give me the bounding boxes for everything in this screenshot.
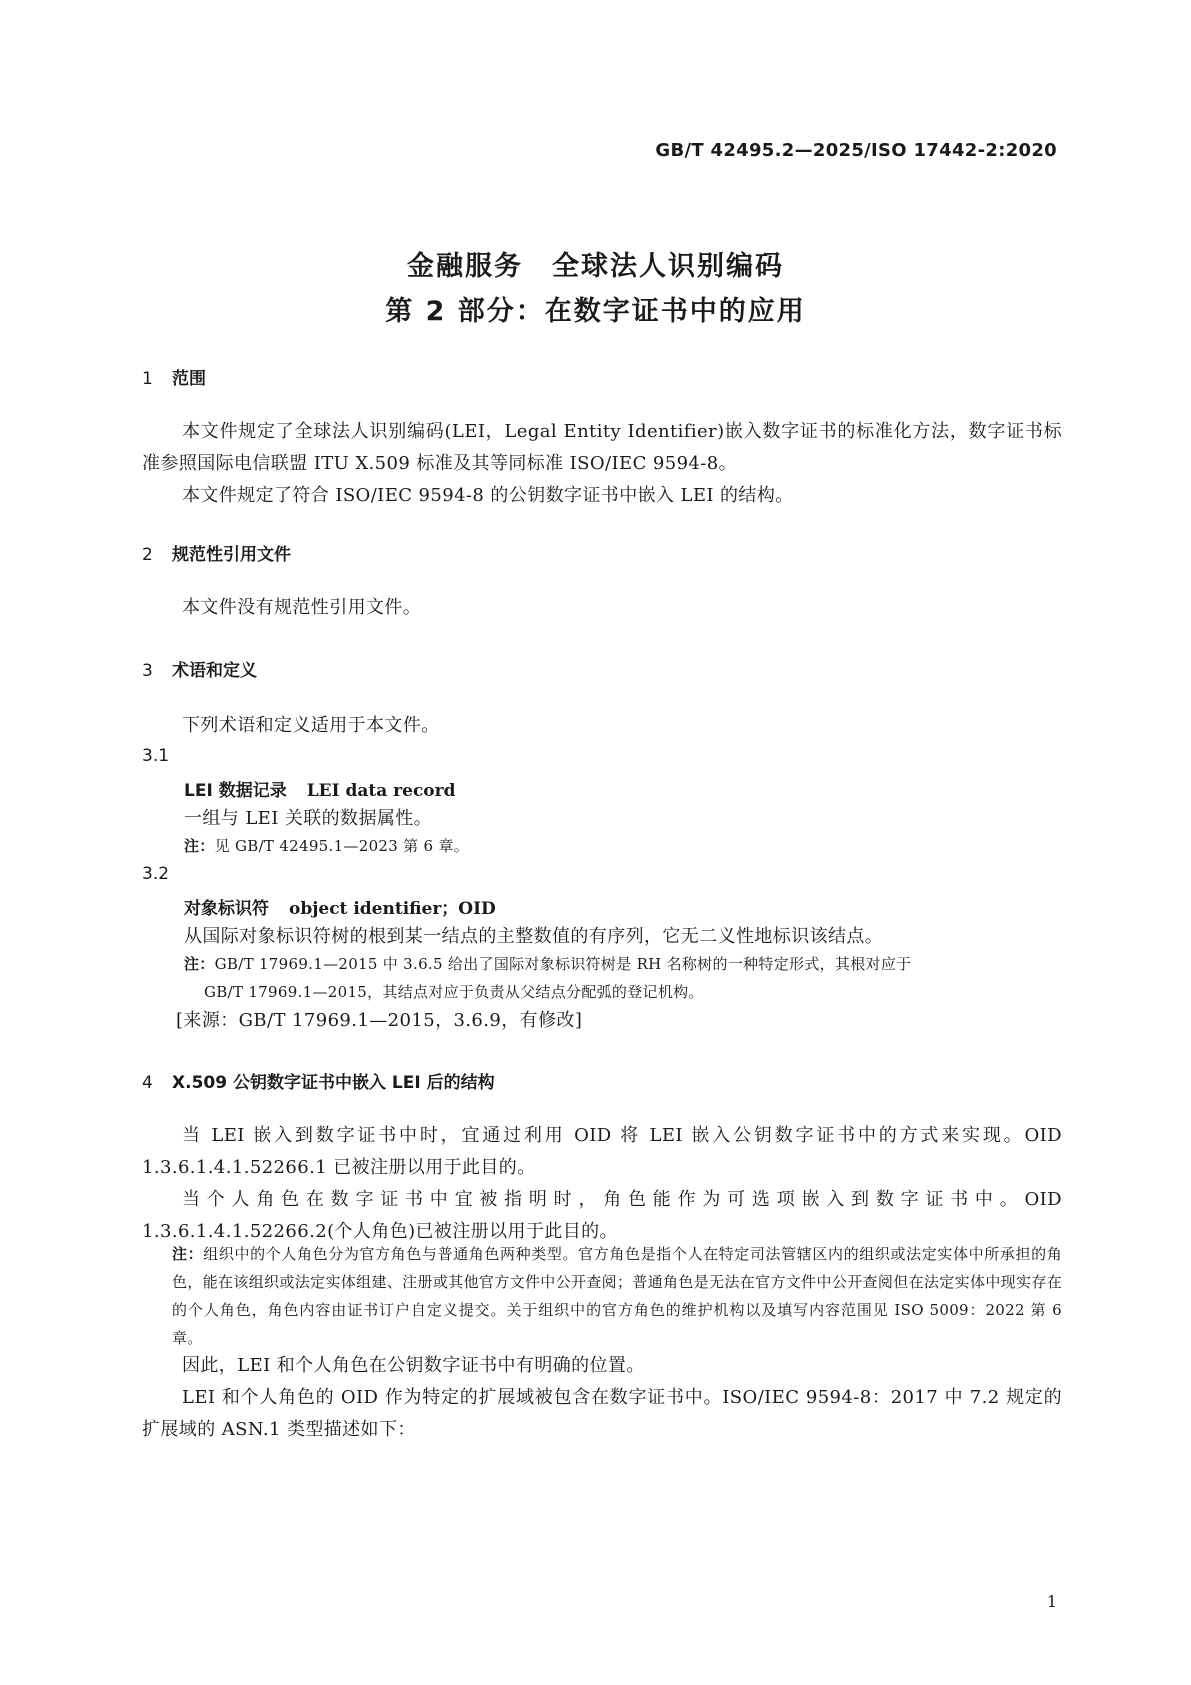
note-text-line-1: GB/T 17969.1—2015 中 3.6.5 给出了国际对象标识符树是 RH 名称树的一种特定形式，其根对应于 (214, 955, 912, 973)
note-label: 注： (184, 955, 215, 973)
section-2-heading (142, 540, 291, 565)
term-zh: LEI 数据记录 (184, 781, 287, 801)
note-text: 组织中的个人角色分为官方角色与普通角色两种类型。官方角色是指个人在特定司法管辖区内的组织或法定实体中所承担的角色，能在该组织或法定实体组建、注册或其他官方文件中公开查阅；普通角色是无法在官方文件中公开查阅但在法定实体中现实存在的个人角色，角色内容由证书订户自定义提交。关于组织中的官方角色的维护机构以及填写内容范围见 ISO 5009：2022 第 6 章。 (172, 1245, 1062, 1347)
section-4-heading (142, 1068, 495, 1093)
term-3-1-title (184, 776, 455, 801)
term-3-2-number: 3.2 (142, 864, 170, 884)
term-en: LEI data record (306, 781, 456, 801)
term-3-1-number: 3.1 (142, 746, 170, 766)
section-4-note (172, 1240, 1062, 1352)
section-title: 规范性引用文件 (172, 545, 291, 565)
term-3-1-note (184, 832, 1062, 860)
section-title: 范围 (172, 369, 206, 389)
section-3-intro: 下列术语和定义适用于本文件。 (182, 715, 440, 736)
section-4-paragraph-3: 因此，LEI 和个人角色在公钥数字证书中有明确的位置。 (182, 1355, 645, 1376)
term-3-2-definition: 从国际对象标识符树的根到某一结点的主整数值的有序列，它无二义性地标识该结点。 (184, 926, 884, 947)
term-zh: 对象标识符 (184, 899, 269, 919)
section-4-paragraph-4: LEI 和个人角色的 OID 作为特定的扩展域被包含在数字证书中。ISO/IEC 9594-8：2017 中 7.2 规定的扩展域的 ASN.1 类型描述如下： (142, 1387, 1062, 1440)
section-4-paragraph-2: 当个人角色在数字证书中宜被指明时，角色能作为可选项嵌入到数字证书中。OID 1.3.6.1.4.1.52266.2(个人角色)已被注册以用于此目的。 (142, 1189, 1062, 1242)
section-title: 术语和定义 (172, 661, 257, 681)
section-number: 1 (142, 369, 153, 389)
term-3-2-title (184, 894, 496, 919)
section-1-paragraph-2: 本文件规定了符合 ISO/IEC 9594-8 的公钥数字证书中嵌入 LEI 的结构。 (182, 485, 794, 506)
section-number: 3 (142, 661, 153, 681)
term-3-1-definition: 一组与 LEI 关联的数据属性。 (184, 808, 433, 829)
section-2-paragraph-1: 本文件没有规范性引用文件。 (182, 597, 422, 618)
page-number: 1 (1046, 1592, 1057, 1611)
note-label: 注： (184, 837, 215, 855)
term-en: object identifier；OID (289, 899, 496, 919)
term-3-2-note-continuation: GB/T 17969.1—2015，其结点对应于负责从父结点分配弧的登记机构。 (204, 983, 704, 1001)
note-label: 注： (172, 1245, 204, 1263)
section-4-paragraph-1: 当 LEI 嵌入到数字证书中时，宜通过利用 OID 将 LEI 嵌入公钥数字证书中的方式来实现。OID 1.3.6.1.4.1.52266.1 已被注册以用于此目的。 (142, 1125, 1062, 1178)
section-number: 4 (142, 1073, 153, 1093)
standard-code: GB/T 42495.2—2025/ISO 17442-2:2020 (655, 140, 1057, 161)
note-text: 见 GB/T 42495.1—2023 第 6 章。 (214, 837, 470, 855)
section-1-paragraph-1: 本文件规定了全球法人识别编码(LEI，Legal Entity Identifier)嵌入数字证书的标准化方法，数字证书标准参照国际电信联盟 ITU X.509 标准及其等同标准 ISO/IEC 9594-8。 (142, 421, 1062, 474)
term-3-2-note (184, 950, 1062, 978)
document-title-line-2: 第 2 部分：在数字证书中的应用 (385, 296, 806, 327)
section-title: X.509 公钥数字证书中嵌入 LEI 后的结构 (172, 1073, 495, 1093)
term-3-2-source: [来源：GB/T 17969.1—2015，3.6.9，有修改] (176, 1010, 583, 1031)
section-1-heading (142, 364, 206, 389)
document-title-line-1: 金融服务 全球法人识别编码 (407, 251, 784, 282)
section-3-heading (142, 656, 257, 681)
section-number: 2 (142, 545, 153, 565)
